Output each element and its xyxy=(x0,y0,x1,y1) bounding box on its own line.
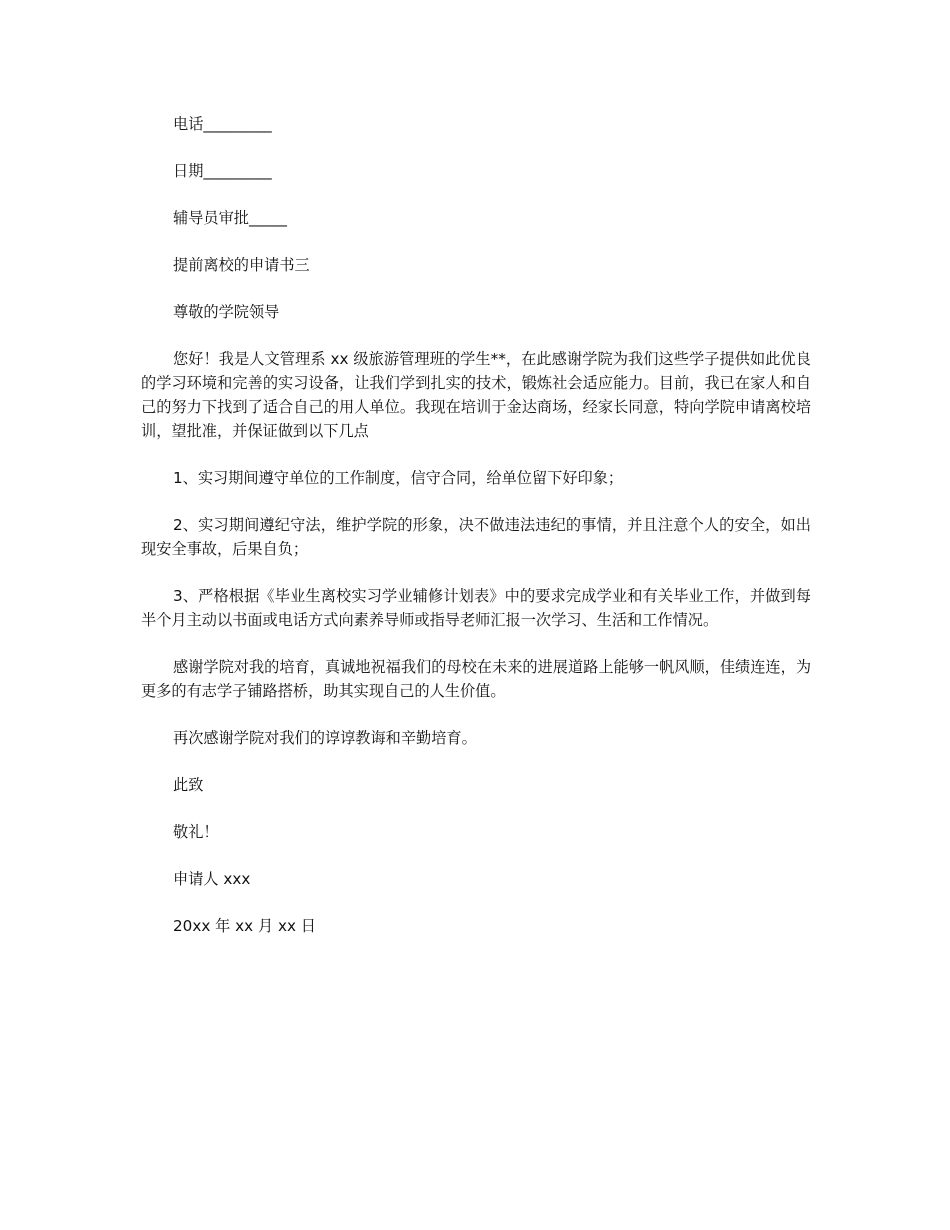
phone-field-line: 电话_________ xyxy=(173,115,272,133)
document-page xyxy=(141,112,811,961)
date-field-line: 日期_________ xyxy=(173,162,272,180)
signature-date: 20xx 年 xx 月 xx 日 xyxy=(173,917,316,935)
thanks-paragraph: 感谢学院对我的培育，真诚地祝福我们的母校在未来的进展道路上能够一帆风顺，佳绩连连，为更多的有志学子铺路搭桥，助其实现自己的人生价值。 xyxy=(141,658,811,700)
closing-jingli: 敬礼！ xyxy=(173,823,219,841)
pledge-item-2: 2、实习期间遵纪守法，维护学院的形象，决不做违法违纪的事情，并且注意个人的安全，如出现安全事故，后果自负； xyxy=(141,516,811,558)
counselor-approval-line: 辅导员审批_____ xyxy=(173,209,287,227)
closing-thanks: 再次感谢学院对我们的谆谆教诲和辛勤培育。 xyxy=(173,729,477,747)
salutation: 尊敬的学院领导 xyxy=(173,303,280,321)
pledge-item-3: 3、严格根据《毕业生离校实习学业辅修计划表》中的要求完成学业和有关毕业工作，并做到每半个月主动以书面或电话方式向素养导师或指导老师汇报一次学习、生活和工作情况。 xyxy=(141,587,811,629)
pledge-item-1: 1、实习期间遵守单位的工作制度，信守合同，给单位留下好印象； xyxy=(173,469,624,487)
document-title: 提前离校的申请书三 xyxy=(173,256,310,274)
closing-cizhi: 此致 xyxy=(173,776,204,794)
applicant-signature: 申请人 xxx xyxy=(173,870,251,888)
intro-paragraph: 您好！我是人文管理系 xx 级旅游管理班的学生**，在此感谢学院为我们这些学子提供如此优良的学习环境和完善的实习设备，让我们学到扎实的技术，锻炼社会适应能力。目前，我已在家人和自己的努力下找到了适合自己的用人单位。我现在培训于金达商场，经家长同意，特向学院申请离校培训，望批准，并保证做到以下几点 xyxy=(141,350,811,440)
